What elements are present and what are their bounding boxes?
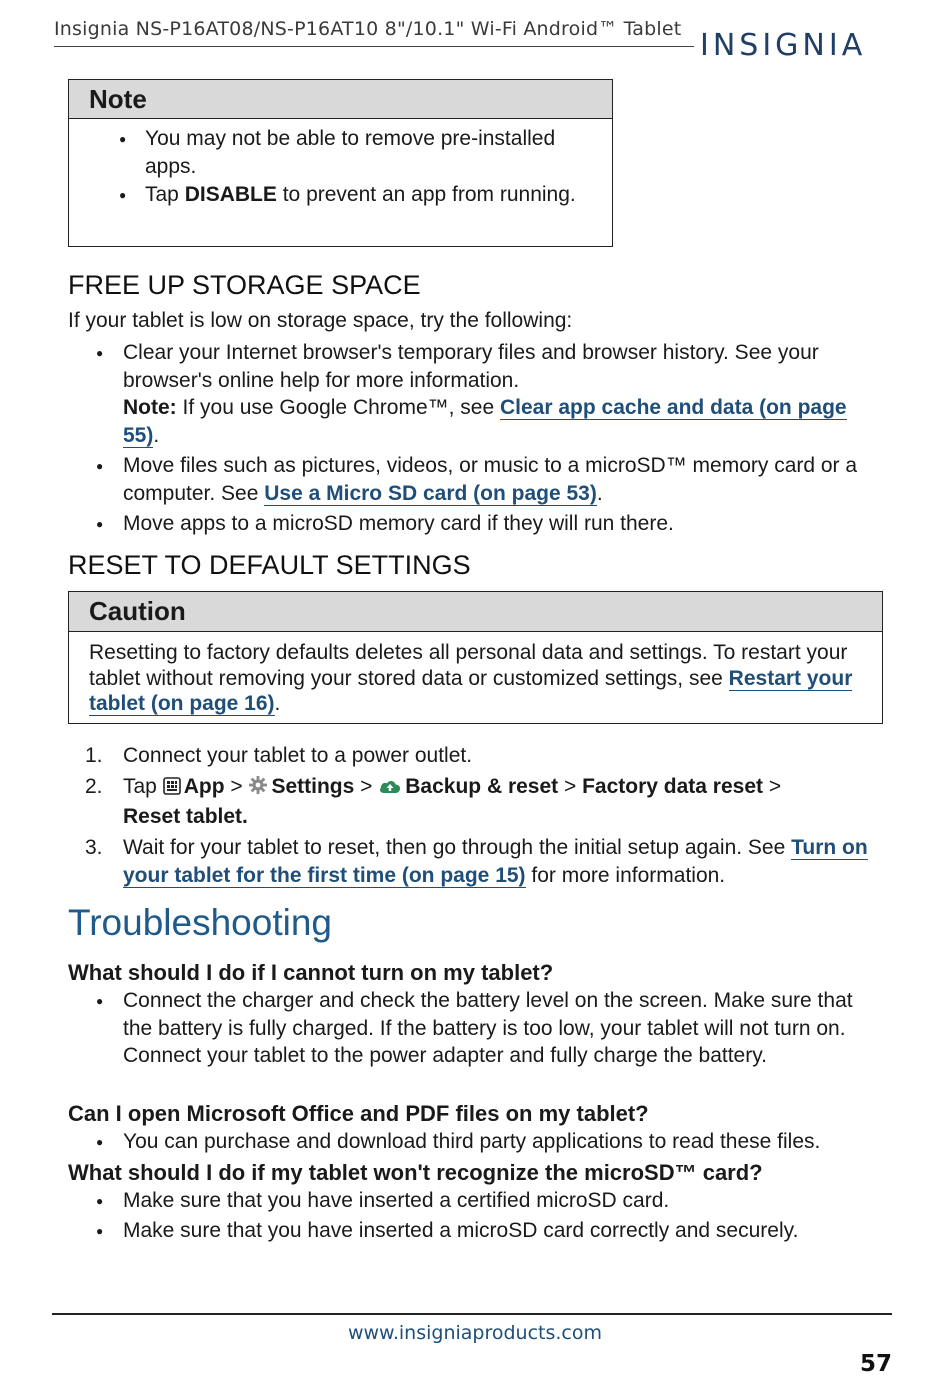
faq-question: What should I do if I cannot turn on my tablet? — [68, 960, 554, 985]
note-item-pre: Tap — [145, 183, 185, 206]
document-header-title: Insignia NS-P16AT08/NS-P16AT10 8"/10.1" Wi-Fi Android™ Tablet — [54, 18, 682, 40]
gear-icon — [248, 775, 268, 803]
insignia-logo: INSIGNIA — [700, 28, 867, 63]
app-label: App — [183, 775, 225, 798]
footer-divider — [52, 1313, 892, 1315]
sep: > — [224, 775, 249, 798]
step-text: Wait for your tablet to reset, then go through the initial setup again. See — [123, 836, 792, 859]
caution-text — [89, 640, 864, 717]
sep: > — [558, 775, 583, 798]
faq-question: What should I do if my tablet won't recognize the microSD™ card? — [68, 1160, 763, 1185]
note-box — [68, 79, 613, 247]
bullet-icon: ● — [96, 346, 104, 360]
list-item — [68, 987, 868, 1070]
header-divider — [54, 46, 694, 47]
faq-answer-list — [68, 1187, 908, 1244]
faq-answer: Make sure that you have inserted a microSD card correctly and securely. — [123, 1218, 799, 1242]
free-up-item3-text: Move apps to a microSD memory card if they will run there. — [123, 511, 674, 535]
reset-steps — [68, 742, 888, 890]
free-up-item1-note: If you use Google Chrome™, see — [176, 396, 500, 420]
list-item — [68, 452, 878, 507]
factory-reset-label: Factory data reset — [582, 775, 764, 798]
footer-url: www.insigniaproducts.com — [347, 1322, 603, 1344]
faq-answer-list — [68, 987, 868, 1070]
note-list — [69, 125, 605, 209]
bullet-icon: ● — [96, 1135, 104, 1149]
cloud-upload-icon — [378, 775, 402, 803]
backup-label: Backup & reset — [405, 775, 559, 798]
caution-box — [68, 591, 883, 724]
free-up-intro: If your tablet is low on storage space, try the following: — [68, 309, 573, 332]
faq-answer: Connect the charger and check the battery level on the screen. Make sure that the battery is fully charged. If the battery is too low, your tablet will not turn on. Connect your tablet to the power adapter and fully charge the battery. — [123, 989, 853, 1068]
page-number: 57 — [859, 1351, 892, 1377]
sep: > — [354, 775, 379, 798]
list-item — [69, 181, 605, 209]
step-number: 1. — [85, 744, 103, 767]
bullet-icon: ● — [96, 1223, 104, 1238]
faq-question: Can I open Microsoft Office and PDF files on my tablet? — [68, 1101, 649, 1126]
note-item-post: to prevent an app from running. — [276, 183, 576, 206]
caution-body: Resetting to factory defaults deletes all personal data and settings. To restart your tablet without removing your stored data or customized settings, see — [89, 641, 848, 690]
caution-heading: Caution — [69, 592, 882, 632]
list-item — [68, 1217, 908, 1245]
faq-answer: Make sure that you have inserted a certified microSD card. — [123, 1189, 670, 1212]
step-end: for more information. — [525, 864, 726, 887]
list-item — [68, 339, 878, 449]
reset-heading: RESET TO DEFAULT SETTINGS — [68, 550, 471, 580]
list-item — [69, 125, 605, 181]
bullet-icon: ● — [96, 1194, 104, 1208]
step-number: 3. — [85, 836, 103, 859]
free-up-item1-text: Clear your Internet browser's temporary files and browser history. See your browser's online help for more information. — [123, 341, 819, 392]
bullet-icon: ● — [119, 188, 127, 202]
troubleshooting-title: Troubleshooting — [68, 902, 332, 943]
faq-answer-list — [68, 1128, 908, 1156]
turn-on-tablet-link[interactable]: Turn on your tablet for the first time (on page 15) — [123, 836, 868, 887]
punct: . — [274, 692, 281, 715]
list-item — [68, 1187, 908, 1215]
bullet-icon: ● — [96, 516, 104, 531]
bullet-icon: ● — [96, 459, 104, 474]
faq-answer: You can purchase and download third party applications to read these files. — [123, 1130, 821, 1153]
step-number: 2. — [85, 775, 103, 798]
free-up-list — [68, 339, 878, 537]
sep: > — [763, 775, 782, 798]
step-text: Connect your tablet to a power outlet. — [123, 744, 473, 767]
disable-label: DISABLE — [184, 183, 277, 206]
note-heading: Note — [69, 80, 612, 119]
note-label: Note: — [123, 396, 177, 420]
list-item — [68, 1128, 908, 1156]
reset-tablet-label: Reset tablet. — [123, 805, 248, 828]
note-item-text: You may not be able to remove pre-installed apps. — [145, 127, 556, 178]
list-item — [68, 510, 878, 538]
free-up-item2-text: Move files such as pictures, videos, or music to a microSD™ memory card or a computer. See — [123, 454, 858, 505]
bullet-icon: ● — [119, 132, 127, 146]
list-item — [68, 773, 888, 831]
punct: . — [596, 481, 603, 505]
restart-tablet-link[interactable]: Restart your tablet (on page 16) — [89, 666, 853, 715]
settings-label: Settings — [271, 775, 355, 798]
micro-sd-link[interactable]: Use a Micro SD card (on page 53) — [264, 481, 597, 505]
app-grid-icon — [163, 775, 181, 803]
list-item — [68, 742, 888, 770]
clear-app-cache-link[interactable]: Clear app cache and data (on page 55) — [123, 396, 847, 447]
punct: . — [153, 423, 160, 447]
step-tap: Tap — [123, 775, 163, 798]
free-up-heading: FREE UP STORAGE SPACE — [68, 270, 421, 300]
bullet-icon: ● — [96, 994, 104, 1008]
list-item — [68, 834, 888, 890]
